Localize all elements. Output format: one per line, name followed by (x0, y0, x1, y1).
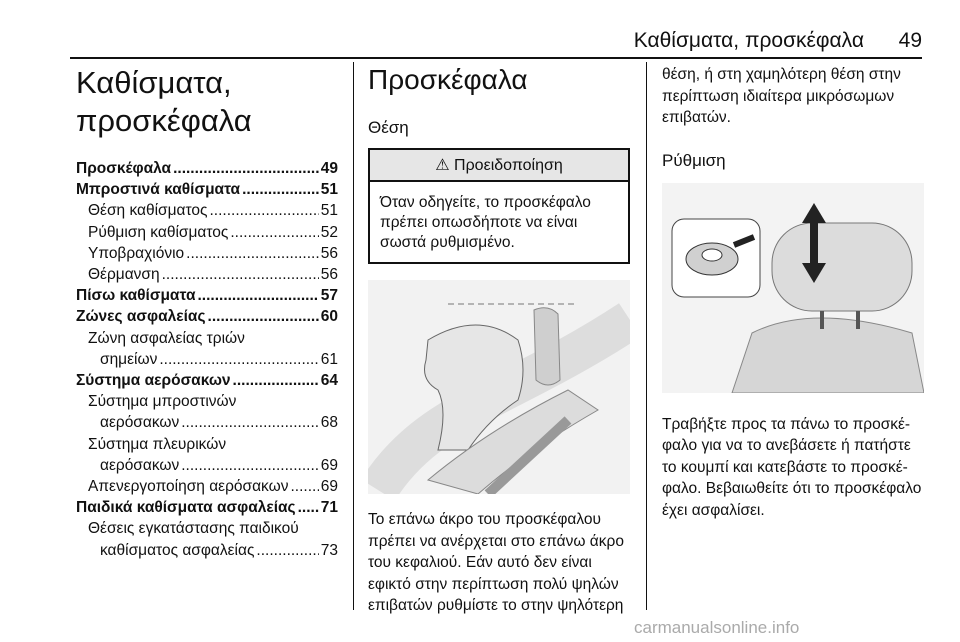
chapter-title-line1: Καθίσματα, (76, 65, 232, 100)
toc-item[interactable]: Υποβραχιόνιο ..... 56 (76, 243, 338, 264)
column-divider-2 (646, 62, 647, 610)
toc-item[interactable]: σημείων ..... 61 (76, 349, 338, 370)
position-column (368, 64, 630, 617)
toc-item[interactable]: Παιδικά καθίσματα ασφαλείας ..... 71 (76, 497, 338, 518)
toc-item[interactable]: Θέρμανση ..... 56 (76, 264, 338, 285)
watermark: carmanualsonline.info (634, 618, 800, 637)
toc-item-line: Ζώνη ασφαλείας τριών (88, 329, 245, 347)
toc-item[interactable]: Ρύθμιση καθίσματος ..... 52 (76, 222, 338, 243)
toc-item[interactable]: Σύστημα αερόσακων ..... 64 (76, 370, 338, 391)
subheading-position: Θέση (368, 118, 409, 137)
warning-triangle-icon: ⚠ (435, 157, 450, 174)
toc-item[interactable]: Πίσω καθίσματα ..... 57 (76, 285, 338, 306)
header-rule (70, 57, 922, 59)
warning-title: Προειδοποίηση (454, 157, 563, 174)
warning-box (368, 148, 630, 264)
toc-item-line: Σύστημα μπροστινών (88, 393, 237, 411)
section-title: Προσκέφαλα (368, 64, 528, 95)
toc-item-line: Σύστημα πλευρικών (88, 435, 227, 453)
toc-column (76, 64, 338, 561)
page-number: 49 (898, 29, 922, 52)
subheading-adjustment: Ρύθμιση (662, 150, 726, 170)
toc-item-line: Θέσεις εγκατάστασης παιδικού (88, 520, 299, 538)
toc-item[interactable]: αερόσακων ..... 68 (76, 412, 338, 433)
toc-item[interactable]: αερόσακων ..... 69 (76, 455, 338, 476)
warning-header (370, 150, 628, 182)
header-title: Καθίσματα, προσκέφαλα (633, 29, 864, 52)
headrest-adjustment-illustration (662, 183, 924, 393)
adjustment-column (662, 64, 928, 521)
position-paragraph-continued: θέση, ή στη χαμηλότερη θέση στην περίπτωση ιδιαίτερα μικρόσωμων επιβατών. (662, 66, 901, 126)
toc-item[interactable]: Μπροστινά καθίσματα ..... 51 (76, 179, 338, 200)
position-paragraph: Το επάνω άκρο του προσκέφαλου πρέπει να ανέρχεται στο επάνω άκρο του κεφαλιού. Εάν αυτό δεν είναι εφικτό στην περίπτωση πολύ ψηλών επιβατών ρυθμίστε το στην ψηλότερη (368, 511, 624, 614)
chapter-title (76, 64, 338, 140)
toc-item[interactable]: Θέση καθίσματος ..... 51 (76, 200, 338, 221)
headrest-position-illustration (368, 280, 630, 494)
table-of-contents (76, 158, 338, 561)
toc-item[interactable]: Ζώνες ασφαλείας ..... 60 (76, 306, 338, 327)
warning-text: Όταν οδηγείτε, το προσκέφαλο πρέπει οπωσδήποτε να είναι σωστά ρυθμισμένο. (380, 194, 591, 251)
toc-item[interactable]: Προσκέφαλα ..... 49 (76, 158, 338, 179)
chapter-title-line2: προσκέφαλα (76, 103, 252, 138)
toc-item[interactable]: Απενεργοποίηση αερόσακων ..... 69 (76, 476, 338, 497)
column-divider-1 (353, 62, 354, 610)
adjustment-paragraph: Τραβήξτε προς τα πάνω το προσκέφαλο για να το ανεβάσετε ή πατήστε το κουμπί και κατεβάστε το προσκέφαλο. Βεβαιωθείτε ότι το προσκέφαλο έχει ασφαλίσει. (662, 415, 922, 519)
toc-item[interactable]: καθίσματος ασφαλείας ..... 73 (76, 540, 338, 561)
